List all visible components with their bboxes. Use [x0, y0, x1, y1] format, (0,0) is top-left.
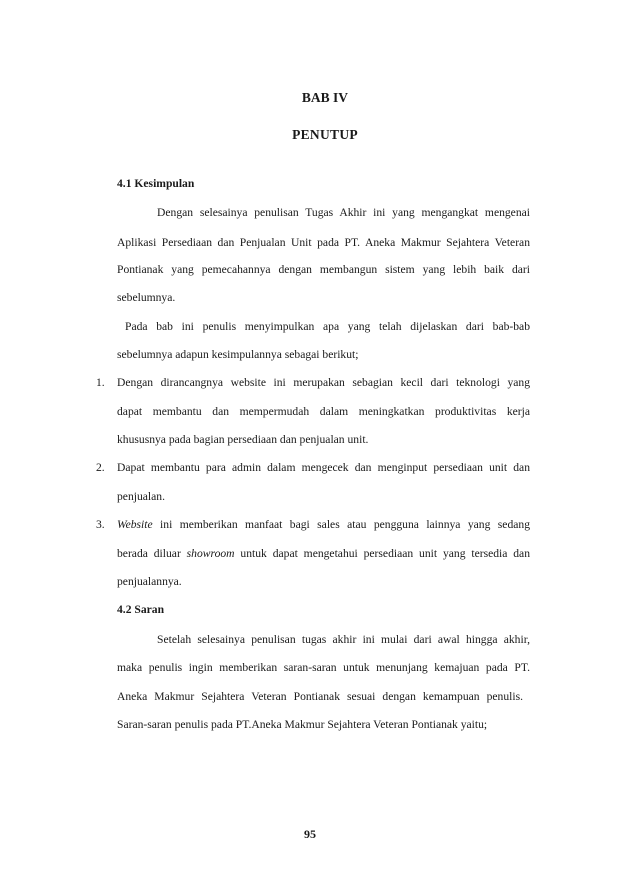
- list-item-line: Dengan dirancangnya website ini merupakan sebagian kecil dari teknologi yang: [117, 376, 530, 389]
- paragraph-line: sebelumnya.: [117, 291, 176, 304]
- list-item-line: [117, 518, 530, 532]
- paragraph-line: maka penulis ingin memberikan saran-saran untuk menunjang kemajuan pada PT.: [117, 661, 530, 674]
- paragraph-line: sebelumnya adapun kesimpulannya sebagai berikut;: [117, 348, 359, 361]
- paragraph-line: Dengan selesainya penulisan Tugas Akhir ini yang mengangkat mengenai: [157, 206, 530, 219]
- chapter-title: PENUTUP: [292, 127, 358, 142]
- paragraph-line: Aneka Makmur Sejahtera Veteran Pontianak sesuai dengan kemampuan penulis.: [117, 690, 523, 703]
- section-heading-kesimpulan: 4.1 Kesimpulan: [117, 177, 195, 190]
- chapter-number: BAB IV: [301, 90, 349, 105]
- section-heading-saran: 4.2 Saran: [117, 603, 165, 616]
- text-span: berada diluar: [117, 547, 187, 560]
- list-item-line: Dapat membantu para admin dalam mengecek dan menginput persediaan unit dan: [117, 461, 530, 474]
- italic-term: Website: [117, 518, 153, 531]
- list-marker: 1.: [96, 376, 105, 389]
- list-item-line: dapat membantu dan mempermudah dalam meningkatkan produktivitas kerja: [117, 405, 530, 418]
- text-span: untuk dapat mengetahui persediaan unit yang tersedia dan: [234, 547, 531, 560]
- list-item-line: penjualan.: [117, 490, 165, 503]
- italic-term: showroom: [186, 547, 235, 560]
- list-marker: 2.: [96, 461, 105, 474]
- text-span: ini memberikan manfaat bagi sales atau pengguna lainnya yang sedang: [152, 518, 530, 531]
- paragraph-line: Pontianak yang pemecahannya dengan membangun sistem yang lebih baik dari: [117, 263, 530, 276]
- paragraph-line: Setelah selesainya penulisan tugas akhir ini mulai dari awal hingga akhir,: [157, 633, 530, 646]
- list-item-line: [117, 547, 530, 561]
- paragraph-line: Saran-saran penulis pada PT.Aneka Makmur Sejahtera Veteran Pontianak yaitu;: [117, 718, 488, 731]
- paragraph-line: Aplikasi Persediaan dan Penjualan Unit pada PT. Aneka Makmur Sejahtera Veteran: [117, 236, 530, 249]
- list-item-line: khususnya pada bagian persediaan dan penjualan unit.: [117, 433, 369, 446]
- list-item-line: penjualannya.: [117, 575, 182, 588]
- list-marker: 3.: [96, 518, 105, 531]
- page-number: 95: [304, 827, 316, 841]
- paragraph-line: Pada bab ini penulis menyimpulkan apa yang telah dijelaskan dari bab-bab: [125, 320, 530, 333]
